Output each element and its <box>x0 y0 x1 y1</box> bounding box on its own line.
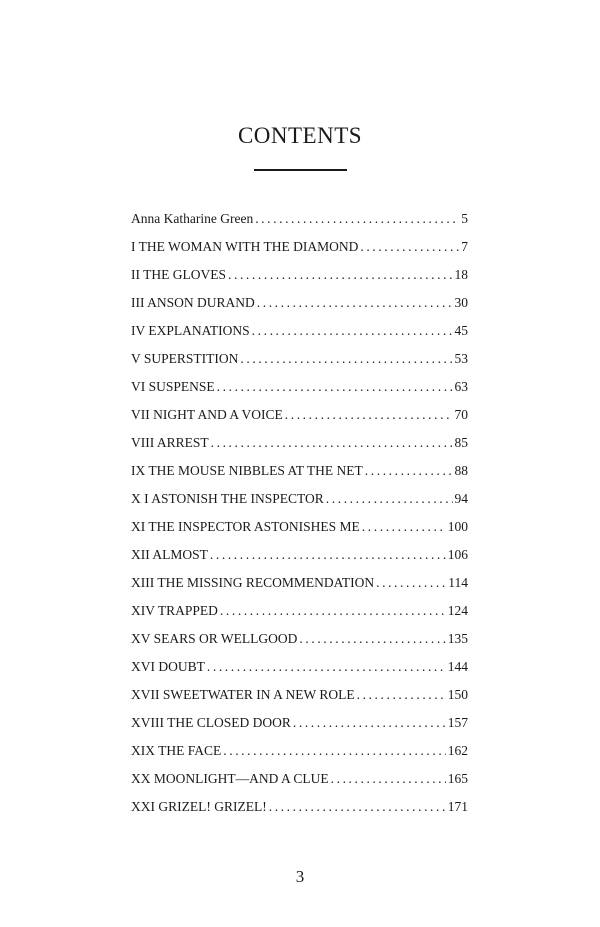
dot-leader <box>357 685 446 705</box>
toc-entry-page: 144 <box>447 659 468 674</box>
dot-leader <box>257 293 453 313</box>
toc-entry[interactable] <box>131 685 468 713</box>
toc-entry[interactable] <box>131 433 468 461</box>
dot-leader <box>326 489 453 509</box>
dot-leader <box>293 713 446 733</box>
toc-entry-page: 157 <box>447 715 468 730</box>
dot-leader <box>252 321 453 341</box>
toc-entry-title: VIII ARREST <box>131 435 209 450</box>
toc-entry-page: 94 <box>454 491 468 506</box>
page-number: 3 <box>295 867 305 886</box>
dot-leader <box>240 349 452 369</box>
dot-leader <box>360 237 459 257</box>
toc-entry-page: 45 <box>454 323 468 338</box>
toc-entry[interactable] <box>131 573 468 601</box>
toc-entry-title: XIX THE FACE <box>131 743 222 758</box>
toc-entry[interactable] <box>131 517 468 545</box>
toc-entry[interactable] <box>131 377 468 405</box>
toc-entry[interactable] <box>131 713 468 741</box>
toc-entry-page: 53 <box>454 351 468 366</box>
toc-entry-title: I THE WOMAN WITH THE DIAMOND <box>131 239 359 254</box>
toc-entry-page: 135 <box>447 631 468 646</box>
toc-entry[interactable] <box>131 293 468 321</box>
toc-entry[interactable] <box>131 489 468 517</box>
dot-leader <box>255 209 459 229</box>
toc-entry[interactable] <box>131 629 468 657</box>
dot-leader <box>269 797 446 817</box>
toc-entry-page: 171 <box>447 799 468 814</box>
toc-entry[interactable] <box>131 461 468 489</box>
contents-heading: CONTENTS <box>237 123 363 148</box>
dot-leader <box>365 461 453 481</box>
toc-entry-page: 70 <box>454 407 468 422</box>
toc-entry-page: 124 <box>447 603 468 618</box>
dot-leader <box>217 377 453 397</box>
dot-leader <box>220 601 446 621</box>
toc-entry-title: V SUPERSTITION <box>131 351 239 366</box>
dot-leader <box>207 657 446 677</box>
dot-leader <box>223 741 446 761</box>
dot-leader <box>285 405 453 425</box>
toc-entry[interactable] <box>131 601 468 629</box>
toc-entry-title: XXI GRIZEL! GRIZEL! <box>131 799 267 814</box>
heading-underline <box>254 169 347 171</box>
toc-entry-title: XVI DOUBT <box>131 659 205 674</box>
toc-entry-title: XI THE INSPECTOR ASTONISHES ME <box>131 519 360 534</box>
dot-leader <box>211 433 453 453</box>
toc-entry-title: XIV TRAPPED <box>131 603 218 618</box>
toc-entry-page: 63 <box>454 379 468 394</box>
toc-entry-title: VII NIGHT AND A VOICE <box>131 407 283 422</box>
toc-entry[interactable] <box>131 741 468 769</box>
toc-entry-title: X I ASTONISH THE INSPECTOR <box>131 491 324 506</box>
toc-entry-page: 88 <box>454 463 468 478</box>
table-of-contents <box>131 209 468 825</box>
dot-leader <box>228 265 453 285</box>
toc-entry[interactable] <box>131 237 468 265</box>
toc-entry-title: III ANSON DURAND <box>131 295 255 310</box>
toc-entry-title: Anna Katharine Green <box>131 211 254 226</box>
dot-leader <box>376 573 446 593</box>
toc-entry-page: 7 <box>461 239 468 254</box>
dot-leader <box>299 629 445 649</box>
toc-entry-title: XII ALMOST <box>131 547 208 562</box>
toc-entry[interactable] <box>131 321 468 349</box>
toc-entry-title: XX MOONLIGHT—AND A CLUE <box>131 771 329 786</box>
toc-entry[interactable] <box>131 797 468 825</box>
toc-entry-title: XVIII THE CLOSED DOOR <box>131 715 291 730</box>
toc-entry-title: XV SEARS OR WELLGOOD <box>131 631 298 646</box>
toc-entry-page: 106 <box>447 547 468 562</box>
toc-entry-page: 18 <box>454 267 468 282</box>
toc-entry-title: IV EXPLANATIONS <box>131 323 250 338</box>
toc-entry-page: 30 <box>454 295 468 310</box>
toc-entry-page: 85 <box>454 435 468 450</box>
toc-entry[interactable] <box>131 769 468 797</box>
toc-entry[interactable] <box>131 209 468 237</box>
toc-entry-page: 165 <box>447 771 468 786</box>
toc-entry[interactable] <box>131 405 468 433</box>
dot-leader <box>362 517 446 537</box>
toc-entry[interactable] <box>131 265 468 293</box>
toc-entry-title: VI SUSPENSE <box>131 379 215 394</box>
toc-entry-page: 114 <box>448 575 468 590</box>
toc-entry-page: 5 <box>461 211 468 226</box>
toc-entry-title: XIII THE MISSING RECOMMENDATION <box>131 575 375 590</box>
toc-entry-page: 150 <box>447 687 468 702</box>
toc-entry-title: II THE GLOVES <box>131 267 226 282</box>
toc-entry[interactable] <box>131 545 468 573</box>
toc-entry-page: 162 <box>447 743 468 758</box>
dot-leader <box>331 769 446 789</box>
toc-entry-title: IX THE MOUSE NIBBLES AT THE NET <box>131 463 363 478</box>
toc-entry[interactable] <box>131 657 468 685</box>
toc-entry-page: 100 <box>447 519 468 534</box>
toc-entry[interactable] <box>131 349 468 377</box>
dot-leader <box>210 545 446 565</box>
toc-entry-title: XVII SWEETWATER IN A NEW ROLE <box>131 687 355 702</box>
